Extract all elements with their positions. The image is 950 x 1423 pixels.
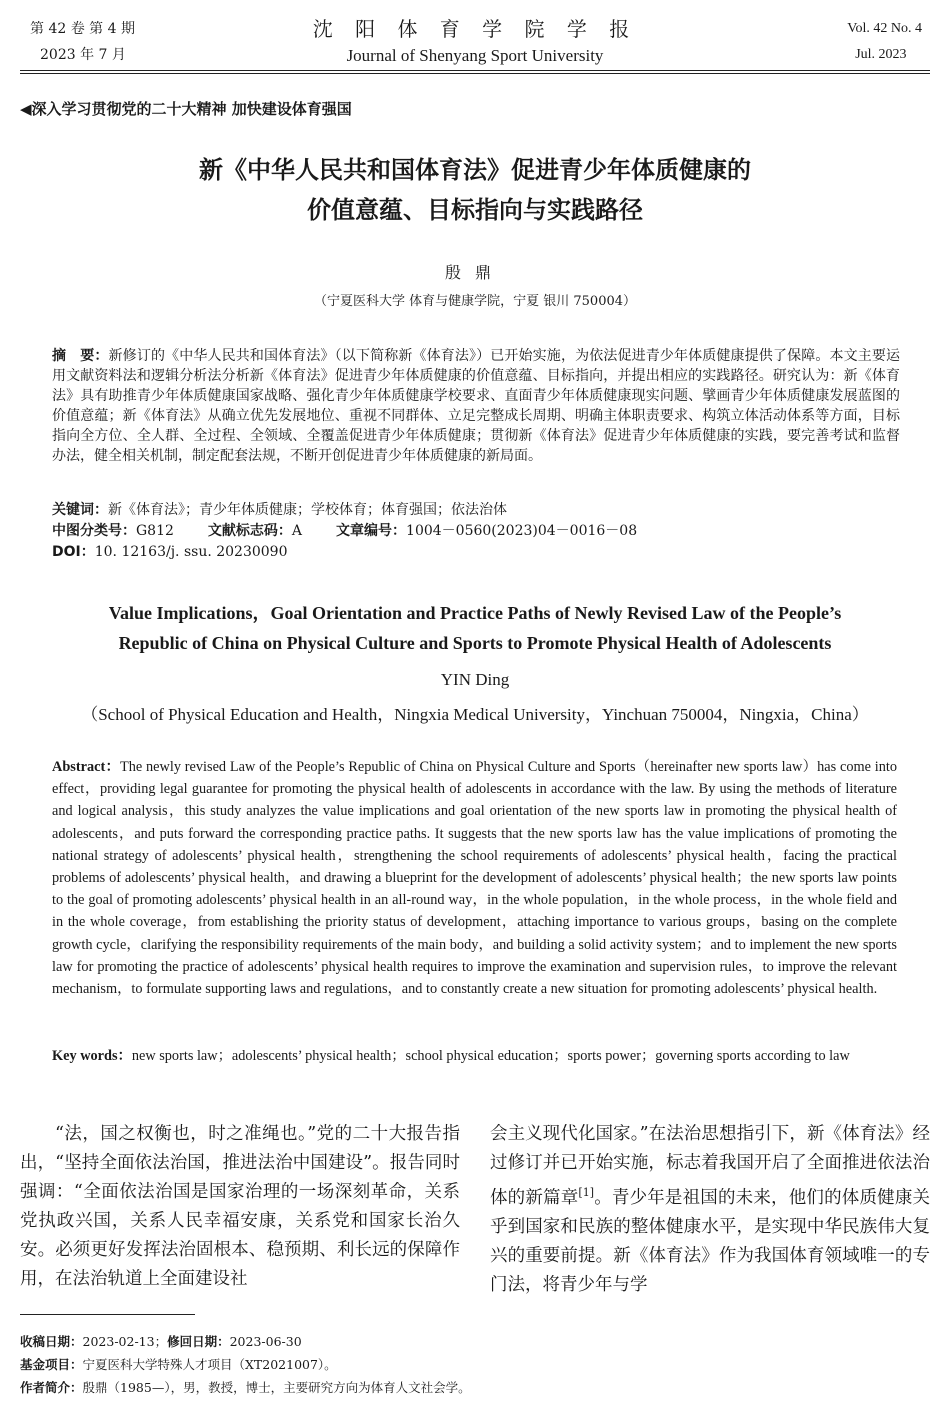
footnote-bio xyxy=(20,1376,920,1399)
footnote-dates xyxy=(20,1330,920,1353)
article-no-label: 文章编号： xyxy=(336,523,407,539)
fund-value: 宁夏医科大学特殊人才项目（XT2021007）。 xyxy=(82,1357,337,1372)
footnote-rule xyxy=(20,1314,195,1315)
fund-label: 基金项目： xyxy=(20,1357,83,1372)
header-rule-thin xyxy=(20,73,930,74)
title-cn-line1: 新《中华人民共和国体育法》促进青少年体质健康的 xyxy=(199,156,751,184)
revised-label: 修回日期： xyxy=(167,1334,230,1349)
journal-name-cn: 沈 阳 体 育 学 院 学 报 xyxy=(312,17,638,41)
header-rule-thick xyxy=(20,70,930,71)
date-en: Jul. 2023 xyxy=(855,47,907,62)
body-column-left: “法，国之权衡也，时之准绳也。”党的二十大报告指出，“坚持全面依法治国，推进法治中国建设”。报告同时强调：“全面依法治国是国家治理的一场深刻革命，关系党执政兴国，关系人民幸福安康，关系党和国家长治久安。必须更好发挥法治固根本、稳预期、利长远的保障作用，在法治轨道上全面建设社 xyxy=(20,1124,460,1289)
bio-value: 殷鼎（1985—），男，教授，博士，主要研究方向为体育人文社会学。 xyxy=(82,1380,471,1395)
footnote-fund xyxy=(20,1353,920,1376)
abstract-en xyxy=(52,756,897,1000)
paper-title-cn xyxy=(0,150,950,230)
abstract-en-text: The newly revised Law of the People’s Republic of China on Physical Culture and Sports（hereinafter new sports law）has come into effect，providing legal guarantee for promoting the physical health of adolescents in accordance with the law. By using the methods of literature and logical analysis，this study analyzes the value implications and goal orientation of the new sports law in promoting the physical health of adolescents，and puts forward the corresponding practice paths. It suggests that the new sports law has the value implications of promoting the national strategy of adolescents’ physical health，strengthening the school requirements of adolescents’ physical health，facing the practical problems of adolescents’ physical health，and drawing a blueprint for the development of adolescents’ physical health；the new sports law points to the goal of promoting adolescents’ physical health in an all-round way，in the whole population，in the whole process，in the whole field and in the whole coverage，from establishing the priority status of development，attaching importance to various groups，basing on the complete growth cycle，clarifying the responsibility requirements of the main body，and building a solid activity system；and to implement the new sports law for promoting the practice of adolescents’ physical health requires to improve the examination and supervision rules，to improve the relevant mechanism，to formulate supporting laws and regulations，and to constantly create a new situation for promoting adolescents’ physical health. xyxy=(52,759,897,998)
title-cn-line2: 价值意蕴、目标指向与实践路径 xyxy=(307,196,643,224)
keywords-cn-label: 关键词： xyxy=(52,502,108,518)
title-en-line2: Republic of China on Physical Culture and Sports to Promote Physical Health of Adolescents xyxy=(118,633,832,653)
author-en: YIN Ding xyxy=(440,670,510,689)
body-column-right xyxy=(490,1120,930,1300)
volume-en: Vol. 42 No. 4 xyxy=(847,21,922,36)
keywords-en-label: Key words： xyxy=(52,1048,132,1064)
classification-line xyxy=(52,521,900,542)
paper-title-en xyxy=(0,598,950,658)
header-center xyxy=(20,16,930,70)
body-right-text-2: 。青少年是祖国的未来，他们的体质健康关乎到国家和民族的整体健康水平，是实现中华民族伟大复兴的重要前提。新《体育法》作为我国体育领域唯一的专门法，将青少年与学 xyxy=(490,1187,931,1295)
article-no-value: 1004－0560(2023)04－0016－08 xyxy=(406,523,638,539)
revised-value: 2023-06-30 xyxy=(229,1334,302,1349)
abstract-cn-text: 新修订的《中华人民共和国体育法》（以下简称新《体育法》）已开始实施，为依法促进青少年体质健康提供了保障。本文主要运用文献资料法和逻辑分析法分析新《体育法》促进青少年体质健康的价值意蕴、目标指向，并提出相应的实践路径。研究认为：新《体育法》具有助推青少年体质健康国家战略、强化青少年体质健康学校要求、直面青少年体质健康现实问题、擘画青少年体质健康发展蓝图的价值意蕴；新《体育法》从确立优先发展地位、重视不同群体、立足完整成长周期、明确主体职责要求、构筑立体活动体系等方面，目标指向全方位、全人群、全过程、全领域、全覆盖促进青少年体质健康；贯彻新《体育法》促进青少年体质健康的实践，要完善考试和监督办法，健全相关机制，制定配套法规，不断开创促进青少年体质健康的新局面。 xyxy=(52,348,901,464)
journal-header xyxy=(20,10,930,70)
metadata-block xyxy=(52,500,900,563)
author-cn: 殷鼎 xyxy=(444,263,505,282)
keywords-en xyxy=(52,1045,897,1067)
doi-line xyxy=(52,542,900,563)
doc-code-label: 文献标志码： xyxy=(207,523,292,539)
journal-name-en: Journal of Shenyang Sport University xyxy=(346,46,604,65)
footnotes xyxy=(20,1330,920,1399)
citation-ref[interactable]: [1] xyxy=(578,1186,595,1199)
affiliation-en: （School of Physical Education and Health，Ningxia Medical University，Yinchuan 750004，Ningxia，China） xyxy=(81,705,869,724)
keywords-cn-text: 新《体育法》；青少年体质健康；学校体育；体育强国；依法治体 xyxy=(108,502,507,518)
received-value: 2023-02-13； xyxy=(82,1334,168,1349)
clc-value: G812 xyxy=(136,523,174,539)
issue-cn: 第 42 卷 第 4 期 xyxy=(30,21,135,37)
title-en-line1: Value Implications，Goal Orientation and Practice Paths of Newly Revised Law of the People’s xyxy=(108,603,842,623)
abstract-en-label: Abstract： xyxy=(52,759,120,775)
body-right-text-1: 会主义现代化国家。”在法治思想指引下，新《体育法》经过修订并已开始实施，标志着我国开启了全面推进依法治体的新篇章 xyxy=(490,1124,930,1208)
keywords-cn xyxy=(52,500,900,521)
clc-label: 中图分类号： xyxy=(52,523,136,539)
doi-label: DOI： xyxy=(52,544,95,560)
doc-code-value: A xyxy=(291,523,303,539)
affiliation-cn: （宁夏医科大学 体育与健康学院，宁夏 银川 750004） xyxy=(313,294,637,309)
received-label: 收稿日期： xyxy=(20,1334,83,1349)
date-cn: 2023 年 7 月 xyxy=(40,47,126,63)
keywords-en-text: new sports law；adolescents’ physical health；school physical education；sports power；governing sports according to law xyxy=(131,1048,850,1064)
doi-value: 10. 12163/j. ssu. 20230090 xyxy=(94,544,288,560)
abstract-cn-label: 摘 要： xyxy=(52,348,109,364)
column-tag: ◀深入学习贯彻党的二十大精神 加快建设体育强国 xyxy=(20,100,352,118)
abstract-cn xyxy=(52,346,900,466)
header-right xyxy=(847,16,922,68)
bio-label: 作者简介： xyxy=(20,1380,83,1395)
